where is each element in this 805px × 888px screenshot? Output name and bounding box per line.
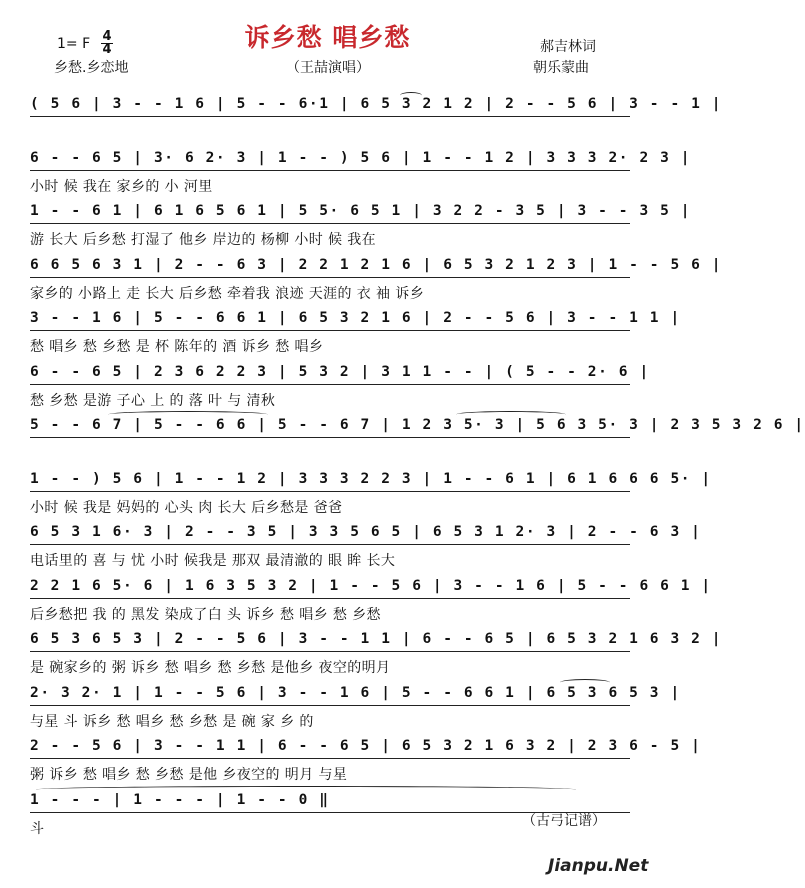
- notation-row: 1 - - 6 1 | 6 1 6 5 6 1 | 5 5· 6 5 1 | 3 2 2 - 3 5 | 3 - - 3 5 |: [30, 203, 692, 219]
- lyrics-row: 电话里的 喜 与 忧 小时 候我是 那双 最清澈的 眼 眸 长大: [30, 553, 396, 569]
- lyrics-row: 小时 候 我在 家乡的 小 河里: [30, 179, 213, 195]
- slur-arc: [560, 679, 610, 686]
- lyrics-row: 家乡的 小路上 走 长大 后乡愁 牵着我 浪迹 天涯的 衣 袖 诉乡: [30, 286, 425, 302]
- slur-arc: [36, 786, 576, 793]
- notation-row: 2 2 1 6 5· 6 | 1 6 3 5 3 2 | 1 - - 5 6 | 3 - - 1 6 | 5 - - 6 6 1 |: [30, 578, 712, 594]
- notation-row: 5 - - 6 7 | 5 - - 6 6 | 5 - - 6 7 | 1 2 3 5· 3 | 5 6 3 5· 3 | 2 3 5 3 2 6 |: [30, 417, 805, 433]
- lyrics-row: 愁 乡愁 是游 子心 上 的 落 叶 与 清秋: [30, 393, 276, 409]
- lyrics-row: 小时 候 我是 妈妈的 心头 肉 长大 后乡愁是 爸爸: [30, 500, 343, 516]
- notation-row: 1 - - ) 5 6 | 1 - - 1 2 | 3 3 3 2 2 3 | 1 - - 6 1 | 6 1 6 6 6 5· |: [30, 471, 712, 487]
- lyrics-row: 与星 斗 诉乡 愁 唱乡 愁 乡愁 是 碗 家 乡 的: [30, 714, 314, 730]
- notation-row: 6 - - 6 5 | 3· 6 2· 3 | 1 - - ) 5 6 | 1 - - 1 2 | 3 3 3 2· 2 3 |: [30, 150, 692, 166]
- singer-credit: （王喆演唱）: [286, 60, 370, 76]
- site-watermark: Jianpu.Net: [548, 856, 649, 876]
- key-signature: 1= F: [57, 36, 91, 52]
- lyrics-row: 斗: [30, 821, 45, 837]
- meter-top: 4: [102, 29, 112, 44]
- song-title: 诉乡愁 唱乡愁: [244, 23, 411, 52]
- transcriber-credit: （古弓记谱）: [522, 813, 606, 829]
- notation-row: ( 5 6 | 3 - - 1 6 | 5 - - 6·1 | 6 5 3 2 1 2 | 2 - - 5 6 | 3 - - 1 |: [30, 96, 723, 112]
- slur-arc: [456, 411, 566, 418]
- slur-arc: [108, 411, 268, 418]
- meter-bottom: 4: [102, 42, 112, 57]
- notation-row: 2· 3 2· 1 | 1 - - 5 6 | 3 - - 1 6 | 5 - - 6 6 1 | 6 5 3 6 5 3 |: [30, 685, 681, 701]
- notation-row: 6 6 5 6 3 1 | 2 - - 6 3 | 2 2 1 2 1 6 | 6 5 3 2 1 2 3 | 1 - - 5 6 |: [30, 257, 723, 273]
- time-signature: [100, 31, 114, 56]
- composer-credit: 朝乐蒙曲: [533, 60, 589, 76]
- subtitle-left: 乡愁.乡恋地: [54, 60, 129, 76]
- lyrics-row: 愁 唱乡 愁 乡愁 是 杯 陈年的 酒 诉乡 愁 唱乡: [30, 339, 324, 355]
- notation-row: 6 5 3 1 6· 3 | 2 - - 3 5 | 3 3 5 6 5 | 6 5 3 1 2· 3 | 2 - - 6 3 |: [30, 524, 702, 540]
- lyrics-row: 是 碗家乡的 粥 诉乡 愁 唱乡 愁 乡愁 是他乡 夜空的明月: [30, 660, 391, 676]
- slur-arc: [400, 92, 422, 99]
- lyrics-row: 粥 诉乡 愁 唱乡 愁 乡愁 是他 乡夜空的 明月 与星: [30, 767, 348, 783]
- lyrics-row: 后乡愁把 我 的 黑发 染成了白 头 诉乡 愁 唱乡 愁 乡愁: [30, 607, 381, 623]
- notation-row: 2 - - 5 6 | 3 - - 1 1 | 6 - - 6 5 | 6 5 3 2 1 6 3 2 | 2 3 6 - 5 |: [30, 738, 702, 754]
- lyrics-row: 游 长大 后乡愁 打湿了 他乡 岸边的 杨柳 小时 候 我在: [30, 232, 377, 248]
- notation-row: 1 - - - | 1 - - - | 1 - - 0 ‖: [30, 792, 630, 808]
- notation-row: 6 5 3 6 5 3 | 2 - - 5 6 | 3 - - 1 1 | 6 - - 6 5 | 6 5 3 2 1 6 3 2 |: [30, 631, 723, 647]
- notation-row: 3 - - 1 6 | 5 - - 6 6 1 | 6 5 3 2 1 6 | 2 - - 5 6 | 3 - - 1 1 |: [30, 310, 681, 326]
- notation-row: 6 - - 6 5 | 2 3 6 2 2 3 | 5 3 2 | 3 1 1 - - | ( 5 - - 2· 6 |: [30, 364, 650, 380]
- lyricist-credit: 郝吉林词: [540, 39, 596, 55]
